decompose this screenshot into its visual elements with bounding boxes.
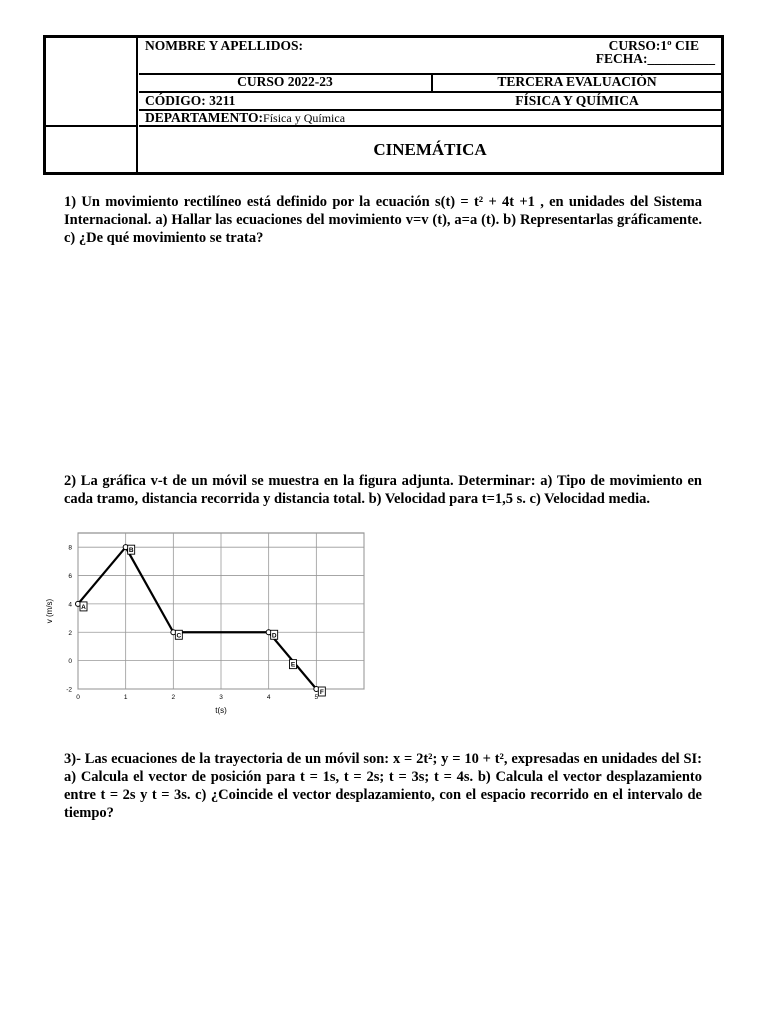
y-tick-label: 4 [68, 601, 72, 609]
y-tick-label: 6 [68, 573, 72, 581]
point-b-label: B [128, 547, 134, 555]
point-f-label: F [319, 689, 324, 696]
question-2: 2) La gráfica v-t de un móvil se muestra en la figura adjunta. Determinar: a) Tipo de movimiento en cada tramo, distancia recorrida y distancia total. b) Velocidad para t=1,5 s. c) Velocidad media. [64, 473, 702, 507]
departamento-label: DEPARTAMENTO: [145, 110, 264, 125]
title-row [139, 127, 721, 175]
logo-cell [46, 38, 138, 172]
header-table [43, 35, 724, 175]
y-axis-label: v (m/s) [45, 598, 54, 624]
course-row [139, 74, 721, 91]
codigo-row [139, 93, 721, 110]
y-tick-label: 0 [68, 658, 72, 666]
departamento [145, 111, 345, 125]
curso-label: CURSO:1º CIE [608, 38, 699, 53]
velocity-time-chart [40, 528, 370, 718]
x-tick-label: 5 [314, 694, 319, 701]
y-tick-label: 8 [68, 544, 72, 552]
departamento-row [139, 111, 721, 126]
page-title: CINEMÁTICA [373, 140, 487, 159]
asignatura: FÍSICA Y QUÍMICA [515, 93, 639, 108]
departamento-value: Física y Química [263, 111, 346, 125]
point-d-label: D [271, 632, 277, 640]
x-tick-label: 2 [171, 694, 176, 701]
point-c-label: C [176, 632, 182, 640]
x-tick-label: 4 [266, 694, 271, 701]
x-axis-label: t(s) [215, 706, 227, 715]
fecha-label: FECHA:__________ [595, 51, 715, 66]
y-tick-label: -2 [66, 686, 72, 694]
nombre-label: NOMBRE Y APELLIDOS: [145, 38, 304, 53]
question-1: 1) Un movimiento rectilíneo está definido por la ecuación s(t) = t² + 4t +1 , en unidades del Sistema Internacional. a) Hallar las ecuaciones del movimiento v=v (t), a=a (t). b) Representarlas gráficamente. c) ¿De qué movimiento se trata? [64, 194, 702, 246]
x-tick-label: 0 [76, 694, 80, 701]
student-row [139, 38, 721, 74]
curso-year: CURSO 2022-23 [237, 74, 333, 89]
y-tick-label: 2 [68, 629, 72, 637]
x-tick-label: 3 [219, 694, 223, 701]
point-e-label: E [290, 661, 296, 669]
codigo: CÓDIGO: 3211 [145, 93, 236, 108]
question-3: 3)- Las ecuaciones de la trayectoria de un móvil son: x = 2t²; y = 10 + t², expresadas en unidades del SI: a) Calcula el vector de posición para t = 1s, t = 2s; t = 3s; t = 4s. b) Calcula el vector desplazamiento entre t = 2s y t = 3s. c) ¿Coincide el vector desplazamiento, con el espacio recorrido en el intervalo de tiempo? [64, 751, 702, 821]
logo-divider [46, 125, 136, 127]
chart-grid [78, 533, 364, 689]
point-a-label: A [81, 603, 86, 611]
x-tick-label: 1 [123, 694, 128, 701]
evaluacion: TERCERA EVALUACIÓN [497, 74, 657, 89]
